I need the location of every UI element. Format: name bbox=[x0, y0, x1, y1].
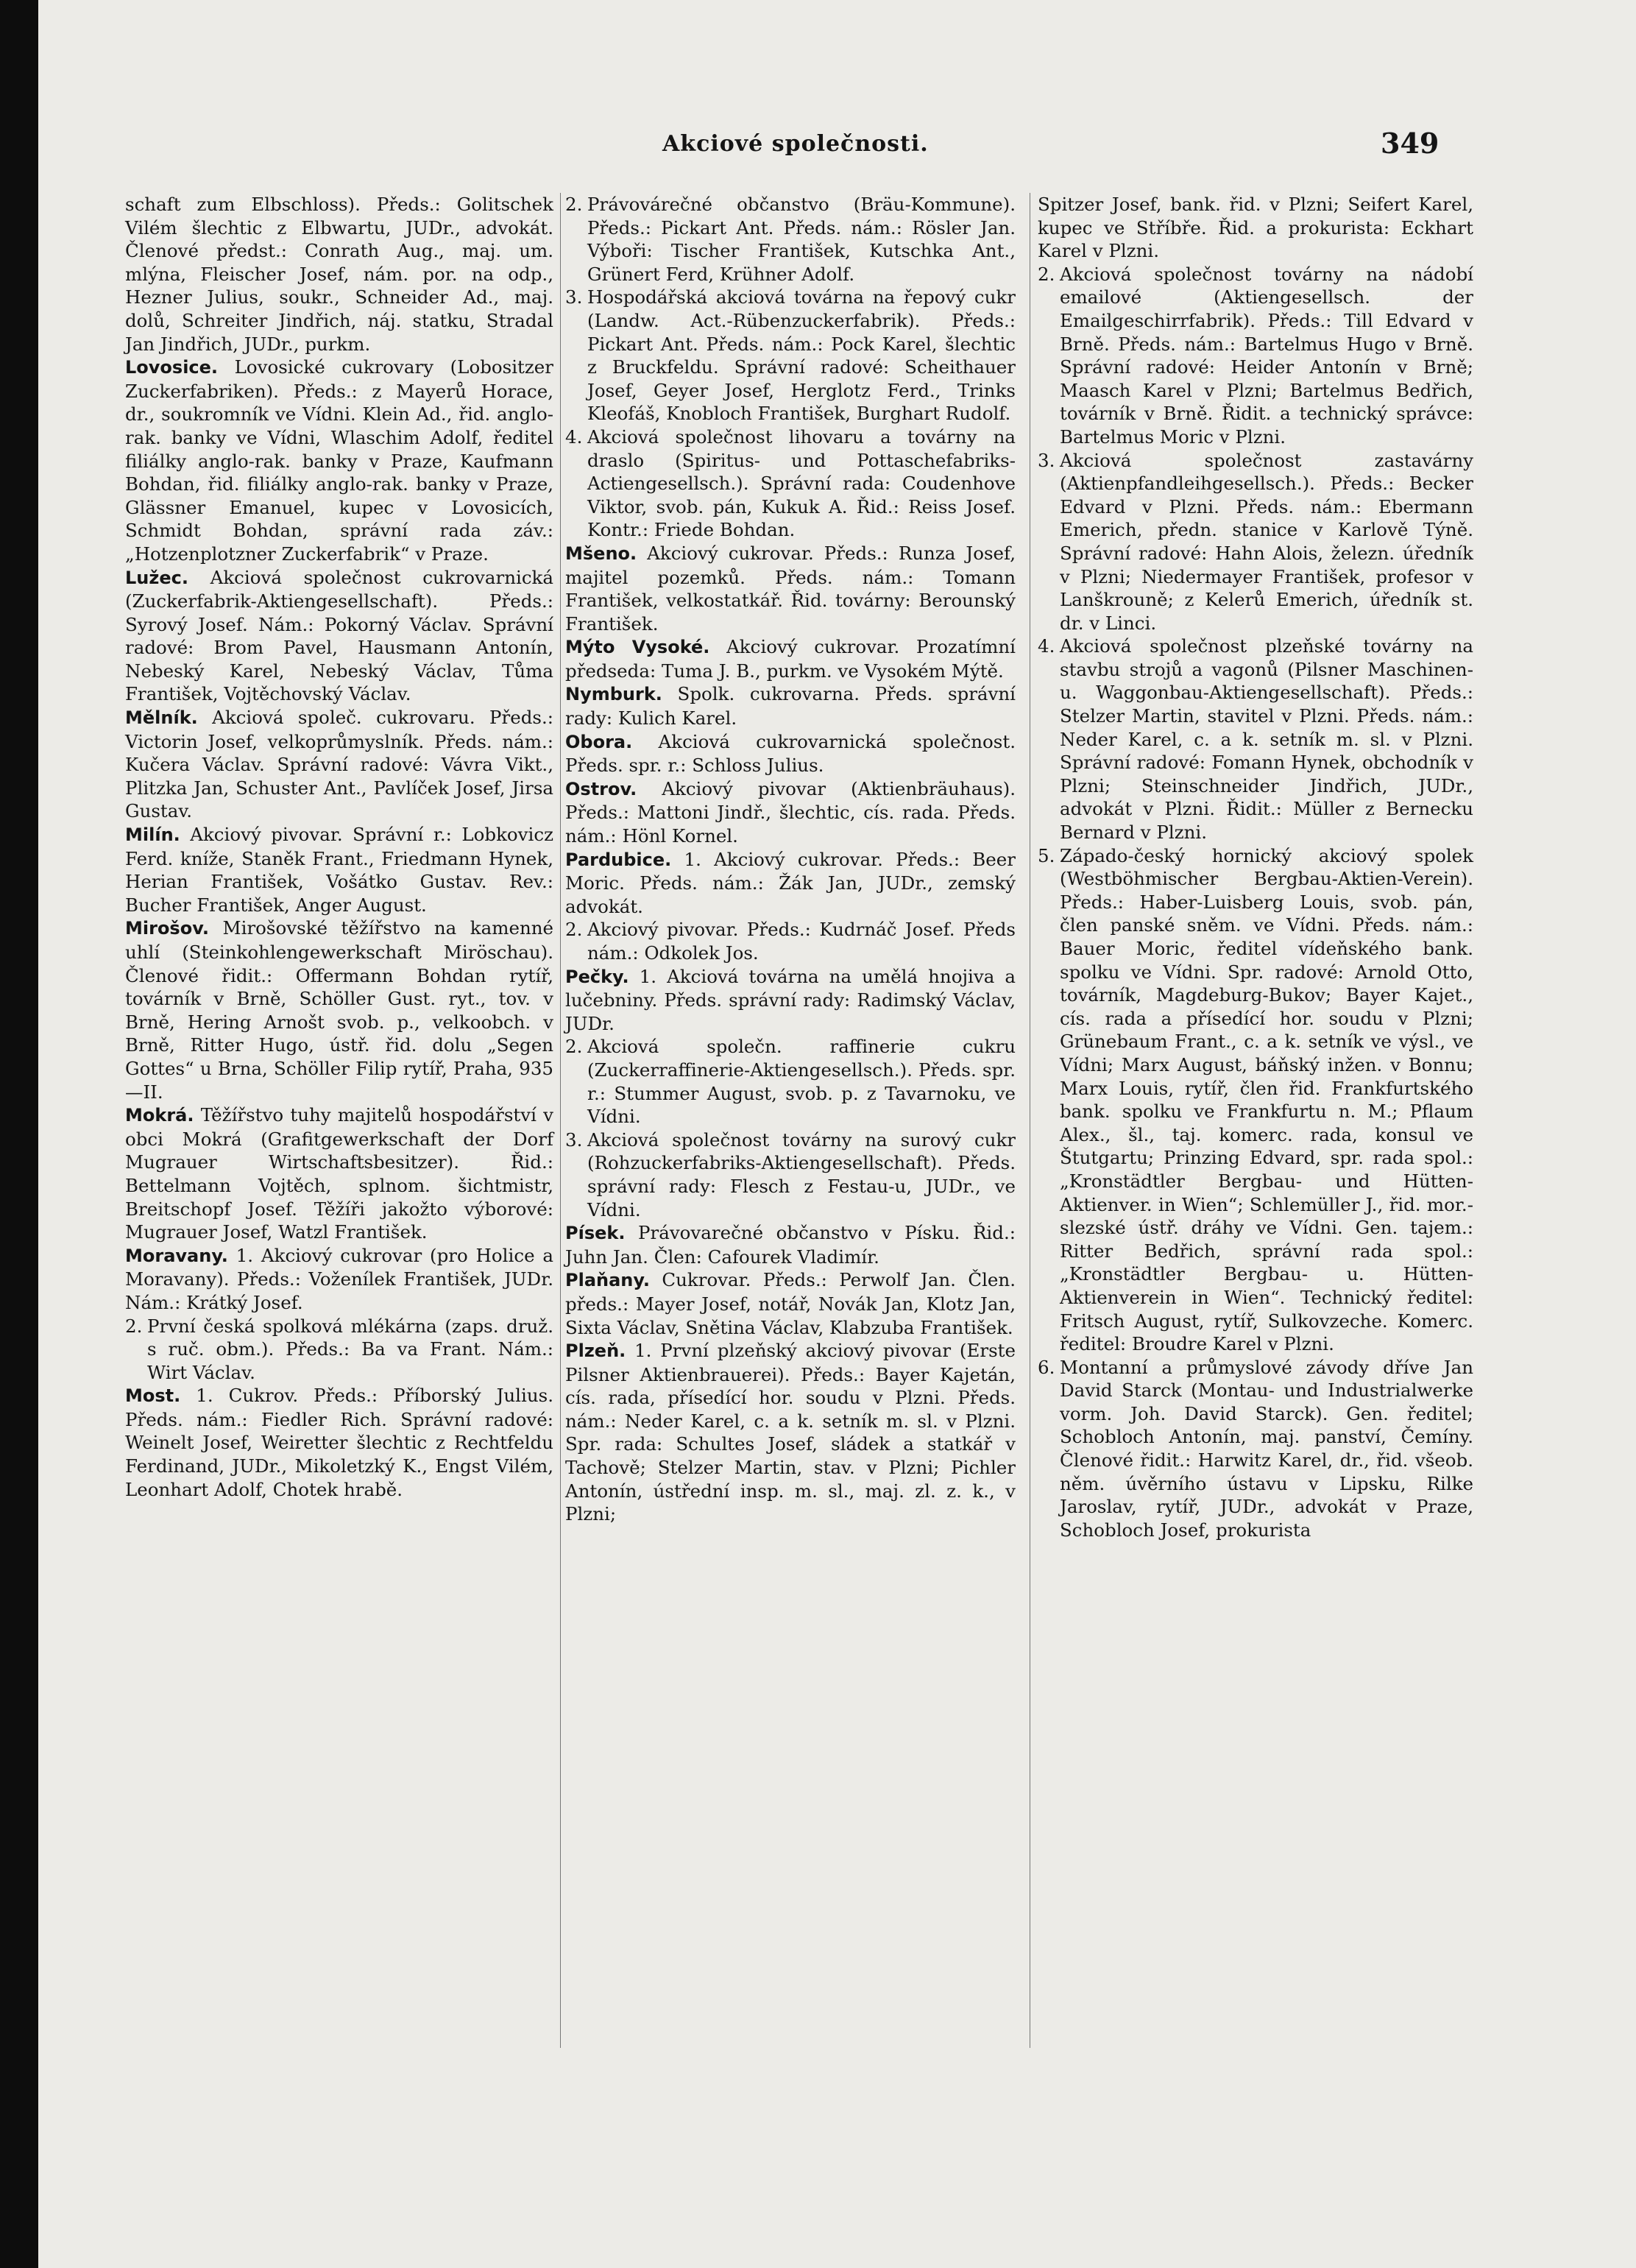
entry-text: 1. Akciový cukrovar (pro Holice a Moravany). Předs.: Voženílek František, JUDr. Nám.: Krátký Josef. bbox=[125, 1244, 553, 1313]
place-name: Most. bbox=[125, 1385, 181, 1407]
place-entry bbox=[125, 706, 553, 823]
page-header bbox=[38, 127, 1636, 175]
entry-text: Těžířstvo tuhy majitelů hospodářství v obci Mokrá (Grafitgewerkschaft der Dorf Mugrauer Wirtschaftsbesitzer). Řid.: Bettelmann Vojtěch, splnom. šichtmistr, Breitschopf Josef. Těžíři jakožto výborové: Mugrauer Josef, Watzl František. bbox=[125, 1104, 553, 1243]
entry-text: Akciová společ. cukrovaru. Předs.: Victorin Josef, velkoprůmyslník. Předs. nám.: Kučera Václav. Správní radové: Vávra Vikt., Plitzka Jan, Schuster Ant., Pavlíček Josef, Jirsa Gustav. bbox=[125, 707, 553, 822]
entry-text: Mirošovské těžířstvo na kamenné uhlí (Steinkohlengewerkschaft Miröschau). Členové řidit.: Offermann Bohdan rytíř, továrník v Brně, Schöller Gust. ryt., tov. v Brně, Hering Arnošt svob. p., velkoobch. v Brně, Ritter Hugo, ústř. řid. dolu „Segen Gottes“ u Brna, Schöller Filip rytíř, Praha, 935—II. bbox=[125, 917, 554, 1103]
place-entry bbox=[565, 730, 1016, 777]
numbered-entry bbox=[565, 1035, 1016, 1128]
place-name: Mirošov. bbox=[125, 918, 210, 939]
entry-number: 2. bbox=[565, 919, 583, 941]
place-entry bbox=[565, 965, 1016, 1036]
entry-text: Akciový pivovar. Správní r.: Lobkovicz Ferd. kníže, Staněk Frant., Friedmann Hynek, Herian František, Vošátko Gustav. Rev.: Bucher František, Anger August. bbox=[125, 824, 553, 916]
place-entry bbox=[125, 356, 553, 565]
entry-text: První česká spolková mlékárna (zaps. druž. s ruč. obm.). Předs.: Ba va Frant. Nám.: Wirt Václav. bbox=[147, 1315, 553, 1383]
entry-text: Právovárečné občanstvo (Bräu-Kommune). Předs.: Pickart Ant. Předs. nám.: Rösler Jan. Výboři: Tischer František, Kutschka Ant., Grünert Ferd, Krühner Adolf. bbox=[587, 194, 1016, 285]
entry-text: Lovosické cukrovary (Lobositzer Zuckerfabriken). Předs.: z Mayerů Horace, dr., soukromník ve Vídni. Klein Ad., řid. anglo-rak. banky ve Vídni, Wlaschim Adolf, ředitel filiálky anglo-rak. banky v Praze, Kaufmann Bohdan, řid. filiálky anglo-rak. banky v Praze, Glässner Emanuel, kupec v Lovosicích, Schmidt Bohdan, správní rada záv.: „Hotzenplotzner Zuckerfabrik“ v Praze. bbox=[125, 356, 553, 565]
entry-number: 2. bbox=[565, 1036, 583, 1058]
entry-text: Akciová společnost plzeňské továrny na stavbu strojů a vagonů (Pilsner Maschinen- u. Waggonbau-Aktiengesellschaft). Předs.: Stelzer Martin, stavitel v Plzni. Předs. nám.: Neder Karel, c. a k. setník m. sl. v Plzni. Správní radové: Fomann Hynek, obchodník v Plzni; Steinschneider Jindřich, JUDr., advokát v Plzni. Řidit.: Müller z Bernecku Bernard v Plzni. bbox=[1060, 635, 1473, 844]
entry-text: Akciová cukrovarnická společnost. Předs. spr. r.: Schloss Julius. bbox=[565, 730, 1016, 777]
entry-number: 4. bbox=[565, 425, 583, 448]
place-name: Mělník. bbox=[125, 707, 198, 729]
numbered-entry bbox=[565, 425, 1016, 542]
entry-number: 5. bbox=[1038, 844, 1055, 866]
entry-number: 2. bbox=[1038, 263, 1055, 285]
continued-entry bbox=[125, 193, 553, 356]
place-name: Lužec. bbox=[125, 567, 188, 588]
place-name: Ostrov. bbox=[565, 778, 637, 799]
numbered-entry bbox=[125, 1315, 553, 1385]
place-name: Milín. bbox=[125, 824, 180, 846]
running-title: Akciové společnosti. bbox=[662, 131, 929, 157]
place-entry bbox=[125, 823, 553, 916]
place-entry bbox=[565, 848, 1016, 919]
entry-text: 1. První plzeňský akciový pivovar (Erste Pilsner Aktienbrauerei). Předs.: Bayer Kajetán, cís. rada, přísedící hor. soudu v Plzni. Předs. nám.: Neder Karel, c. a k. setník m. sl. v Plzni. Spr. rada: Schultes Josef, sládek a statkář v Tachově; Stelzer Martin, stav. v Plzni; Pichler Antonín, ústřední insp. m. sl., maj. zl. z. k., v Plzni; bbox=[565, 1340, 1016, 1525]
entry-text: 1. Akciová továrna na umělá hnojiva a lučebniny. Předs. správní rady: Radimský Václav, JUDr. bbox=[565, 965, 1016, 1034]
entry-text: Akciová společnost továrny na nádobí emailové (Aktiengesellsch. der Emailgeschirrfabrik). Předs.: Till Edvard v Brně. Předs. nám.: Bartelmus Hugo v Brně. Správní radové: Heider Antonín v Brně; Maasch Karel v Plzni; Bartelmus Bedřich, továrník v Brně. Řidit. a technický správce: Bartelmus Moric v Plzni. bbox=[1060, 263, 1473, 448]
place-name: Pečky. bbox=[565, 966, 629, 987]
entry-text: schaft zum Elbschloss). Předs.: Golitschek Vilém šlechtic z Elbwartu, JUDr., advokát. Členové předst.: Conrath Aug., maj. um. mlýna, Fleischer Josef, nám. por. na odp., Hezner Julius, soukr., Schneider Ad., maj. dolů, Schreiter Jindřich, náj. statku, Stradal Jan Jindřich, JUDr., purkm. bbox=[125, 194, 553, 355]
entry-text: Akciový cukrovar. Předs.: Runza Josef, majitel pozemků. Předs. nám.: Tomann František, velkostatkář. Řid. továrny: Berounský František. bbox=[565, 542, 1016, 635]
place-entry bbox=[125, 566, 553, 707]
place-name: Plzeň. bbox=[565, 1340, 626, 1362]
entry-text: Cukrovar. Předs.: Perwolf Jan. Člen. předs.: Mayer Josef, notář, Novák Jan, Klotz Jan, Sixta Václav, Snětina Václav, Klabzuba František. bbox=[565, 1269, 1016, 1338]
place-name: Mšeno. bbox=[565, 543, 637, 564]
place-name: Pardubice. bbox=[565, 849, 672, 870]
place-entry bbox=[565, 635, 1016, 682]
entry-text: Akciová společnost továrny na surový cukr (Rohzuckerfabriks-Aktiengesellschaft). Předs. správní rady: Flesch z Festau-u, JUDr., ve Vídni. bbox=[587, 1128, 1016, 1220]
entry-text: Akciová společn. raffinerie cukru (Zuckerraffinerie-Aktiengesellsch.). Předs. spr. r.: Stummer August, svob. p. z Tavarnoku, ve Vídni. bbox=[587, 1036, 1016, 1128]
entry-number: 6. bbox=[1038, 1356, 1055, 1378]
place-entry bbox=[565, 542, 1016, 635]
numbered-entry bbox=[565, 918, 1016, 964]
numbered-entry bbox=[565, 1128, 1016, 1221]
place-name: Lovosice. bbox=[125, 357, 219, 378]
entry-text: Akciový cukrovar. Prozatímní předseda: Tuma J. B., purkm. ve Vysokém Mýtě. bbox=[565, 636, 1016, 682]
numbered-entry bbox=[565, 193, 1016, 286]
entry-number: 3. bbox=[565, 1128, 583, 1151]
place-entry bbox=[125, 1103, 553, 1244]
place-entry bbox=[565, 1221, 1016, 1268]
place-entry bbox=[125, 1384, 553, 1501]
entry-text: 1. Cukrov. Předs.: Příborský Julius. Předs. nám.: Fiedler Rich. Správní radové: Weinelt Josef, Weiretter šlechtic z Rechtfeldu Ferdinand, JUDr., Mikoletzký K., Engst Vilém, Leonhart Adolf, Chotek hrabě. bbox=[125, 1385, 553, 1500]
page-number: 349 bbox=[1381, 127, 1440, 160]
place-entry bbox=[125, 1244, 553, 1315]
entry-number: 2. bbox=[565, 194, 583, 215]
text-column-right bbox=[1038, 193, 1473, 1541]
numbered-entry bbox=[1038, 844, 1473, 1356]
place-name: Mokrá. bbox=[125, 1105, 194, 1126]
place-name: Plaňany. bbox=[565, 1270, 650, 1291]
entry-text: Akciový pivovar (Aktienbräuhaus). Předs.: Mattoni Jindř., šlechtic, cís. rada. Předs. nám.: Hönl Kornel. bbox=[565, 777, 1016, 847]
entry-text: Spitzer Josef, bank. řid. v Plzni; Seifert Karel, kupec ve Stříbře. Řid. a prokurista: Eckhart Karel v Plzni. bbox=[1038, 194, 1473, 262]
place-name: Písek. bbox=[565, 1223, 626, 1244]
entry-number: 3. bbox=[565, 286, 583, 308]
numbered-entry bbox=[1038, 1356, 1473, 1542]
continued-entry bbox=[1038, 193, 1473, 263]
place-name: Nymburk. bbox=[565, 684, 662, 705]
place-name: Mýto Vysoké. bbox=[565, 637, 710, 658]
entry-text: Akciová společnost cukrovarnická (Zuckerfabrik-Aktiengesellschaft). Předs.: Syrový Josef. Nám.: Pokorný Václav. Správní radové: Brom Pavel, Hausmann Antonín, Nebeský Karel, Nebeský Václav, Tůma František, Vojtěchovský Václav. bbox=[125, 566, 553, 705]
numbered-entry bbox=[1038, 263, 1473, 449]
entry-text: Hospodářská akciová továrna na řepový cukr (Landw. Act.-Rübenzuckerfabrik). Předs.: Pickart Ant. Předs. nám.: Pock Karel, šlechtic z Bruckfeldu. Správní radové: Scheithauer Josef, Geyer Josef, Herglotz Ferd., Trinks Kleofáš, Knobloch František, Burghart Rudolf. bbox=[587, 286, 1016, 425]
entry-text: Akciová společnost zastavárny (Aktienpfandleihgesellsch.). Předs.: Becker Edvard v Plzni. Předs. nám.: Ebermann Emerich, předn. stanice v Karlově Týně. Správní radové: Hahn Alois, železn. úředník v Plzni; Niedermayer František, profesor v Lanškrouně; z Kelerů Emerich, úředník st. dr. v Linci. bbox=[1060, 449, 1473, 634]
entry-number: 4. bbox=[1038, 635, 1055, 657]
entry-text: Akciový pivovar. Předs.: Kudrnáč Josef. Předs nám.: Odkolek Jos. bbox=[587, 919, 1016, 964]
entry-text: Spolk. cukrovarna. Předs. správní rady: Kulich Karel. bbox=[565, 683, 1016, 729]
entry-number: 2. bbox=[125, 1315, 143, 1337]
entry-number: 3. bbox=[1038, 449, 1055, 471]
entry-text: Akciová společnost lihovaru a továrny na draslo (Spiritus- und Pottaschefabriks-Actiengesellsch.). Správní rada: Coudenhove Viktor, svob. pán, Kukuk A. Řid.: Reiss Josef. Kontr.: Friede Bohdan. bbox=[587, 425, 1016, 541]
entry-text: Montanní a průmyslové závody dříve Jan David Starck (Montau- und Industrialwerke vorm. Joh. David Starck). Gen. ředitel; Schobloch Antonín, maj. panství, Čemíny. Členové řidit.: Harwitz Karel, dr., řid. všeob. něm. úvěrního ústavu v Lipsku, Rilke Jaroslav, rytíř, JUDr., advokát v Praze, Schobloch Josef, prokurista bbox=[1060, 1356, 1473, 1541]
place-entry bbox=[565, 1339, 1016, 1526]
entry-text: Západo-český hornický akciový spolek (Westböhmischer Bergbau-Aktien-Verein). Předs.: Haber-Luisberg Louis, svob. pán, člen panské sněm. ve Vídni. Předs. nám.: Bauer Moric, ředitel vídeňského bank. spolku ve Vídni. Spr. radové: Arnold Otto, továrník, Magdeburg-Bukov; Bayer Kajet., cís. rada a přísedící hor. soudu v Plzni; Grünebaum Frant., c. a k. setník ve výsl., ve Vídni; Marx August, báňský inžen. v Bonnu; Marx Louis, rytíř, člen řid. Frankfurtského bank. spolku ve Frankfurtu n. M.; Pflaum Alex., šl., taj. komerc. rada, konsul ve Štutgartu; Prinzing Edvard, spr. rada spol.: „Kronstädtler Bergbau- und Hütten-Aktienver. in Wien“; Schlemüller J., řid. mor.-slezské ústř. dráhy ve Vídni. Gen. tajem.: Ritter Bedřich, správní rada spol.: „Kronstädtler Bergbau- u. Hütten-Aktienverein in Wien“. Technický ředitel: Fritsch August, rytíř, Sulkovzeche. Komerc. ředitel: Broudre Karel v Plzni. bbox=[1060, 844, 1473, 1355]
entry-text: Právovarečné občanstvo v Písku. Řid.: Juhn Jan. Člen: Cafourek Vladimír. bbox=[565, 1222, 1016, 1268]
place-name: Obora. bbox=[565, 731, 633, 752]
entry-text: 1. Akciový cukrovar. Předs.: Beer Moric. Předs. nám.: Žák Jan, JUDr., zemský advokát. bbox=[565, 848, 1016, 917]
column-divider bbox=[560, 193, 561, 2048]
text-column-middle bbox=[565, 193, 1016, 1526]
numbered-entry bbox=[1038, 449, 1473, 635]
place-entry bbox=[565, 1268, 1016, 1339]
place-entry bbox=[565, 777, 1016, 848]
place-entry bbox=[565, 682, 1016, 729]
place-name: Moravany. bbox=[125, 1245, 228, 1266]
place-entry bbox=[125, 916, 553, 1103]
text-column-left bbox=[125, 193, 553, 1501]
numbered-entry bbox=[1038, 635, 1473, 844]
numbered-entry bbox=[565, 286, 1016, 425]
